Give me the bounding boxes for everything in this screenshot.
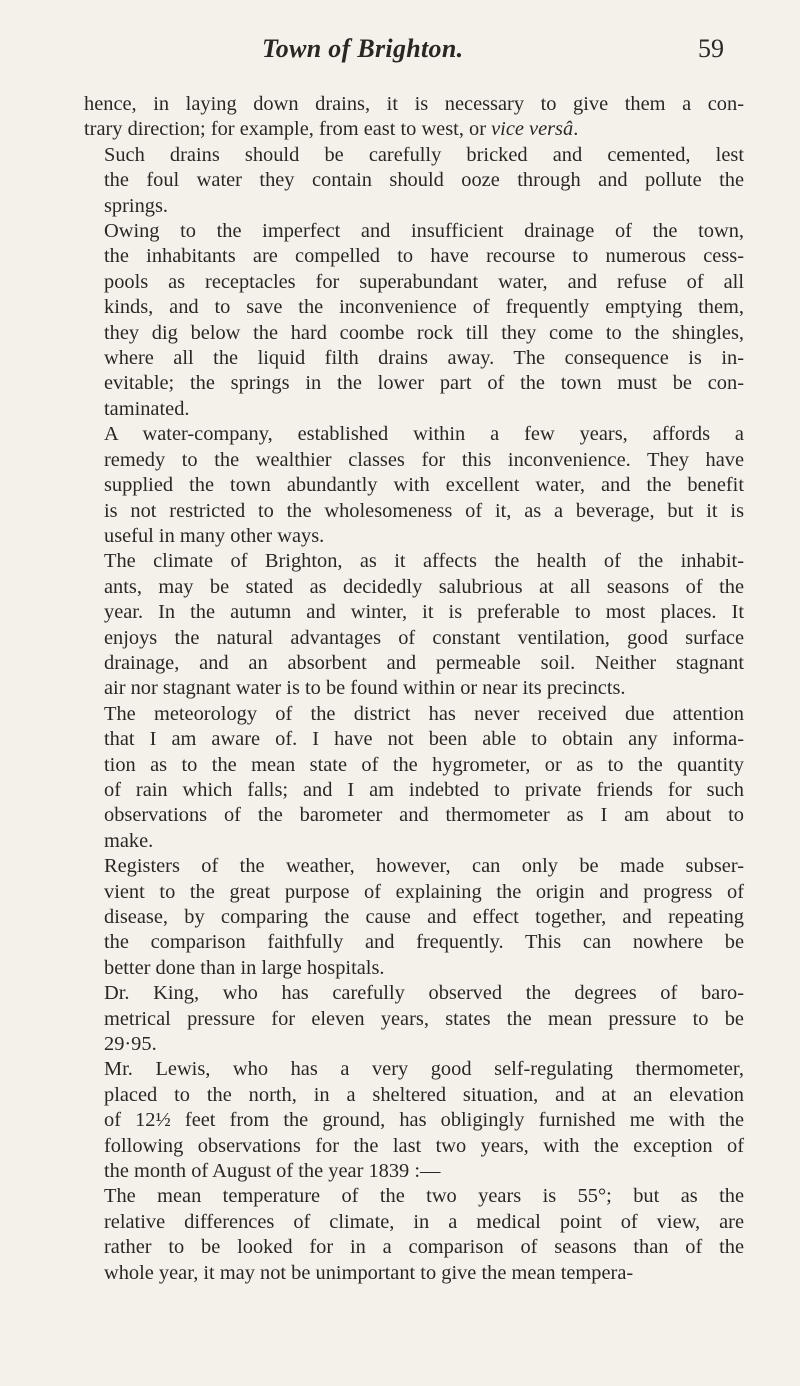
page-header bbox=[0, 14, 800, 64]
text-line: following observations for the last two years, with the exception of bbox=[104, 1134, 744, 1157]
text-line: evitable; the springs in the lower part of the town must be con- bbox=[104, 372, 744, 395]
paragraph bbox=[84, 549, 744, 701]
text-line: where all the liquid filth drains away. The consequence is in- bbox=[104, 347, 744, 370]
text-line: tion as to the mean state of the hygrometer, or as to the quantity bbox=[104, 753, 744, 776]
text-line: pools as receptacles for superabundant water, and refuse of all bbox=[104, 270, 744, 293]
paragraph bbox=[84, 854, 744, 981]
paragraph bbox=[84, 422, 744, 549]
text-line: Registers of the weather, however, can only be made subser- bbox=[104, 855, 744, 878]
text-line: rather to be looked for in a comparison of seasons than of the bbox=[104, 1236, 744, 1259]
text-line: that I am aware of. I have not been able to obtain any informa- bbox=[104, 728, 744, 751]
text-line: year. In the autumn and winter, it is preferable to most places. It bbox=[104, 601, 744, 624]
paragraph bbox=[84, 143, 744, 219]
text-line: kinds, and to save the inconvenience of frequently emptying them, bbox=[104, 296, 744, 319]
text-line: drainage, and an absorbent and permeable soil. Neither stagnant bbox=[104, 651, 744, 674]
text-line: of 12½ feet from the ground, has obligingly furnished me with the bbox=[104, 1109, 744, 1132]
text-line: remedy to the wealthier classes for this inconvenience. They have bbox=[104, 448, 744, 471]
text-line: vient to the great purpose of explaining the origin and progress of bbox=[104, 880, 744, 903]
text-line: The climate of Brighton, as it affects the health of the inhabit- bbox=[104, 550, 744, 573]
text-line: 29·95. bbox=[104, 1033, 157, 1056]
text-line: metrical pressure for eleven years, states the mean pressure to be bbox=[104, 1007, 744, 1030]
text-line: springs. bbox=[104, 194, 169, 217]
text-line: enjoys the natural advantages of constant ventilation, good surface bbox=[104, 626, 744, 649]
text-line: the foul water they contain should ooze through and pollute the bbox=[104, 169, 744, 192]
text-line: taminated. bbox=[104, 397, 190, 420]
text-line: air nor stagnant water is to be found within or near its precincts. bbox=[104, 677, 626, 700]
text-line: Such drains should be carefully bricked and cemented, lest bbox=[104, 143, 744, 166]
text-line: A water-company, established within a few years, affords a bbox=[104, 423, 744, 446]
text-line: Owing to the imperfect and insufficient drainage of the town, bbox=[104, 220, 744, 243]
text-line: The mean temperature of the two years is 55°; but as the bbox=[104, 1185, 744, 1208]
text-line: make. bbox=[104, 829, 154, 852]
paragraph bbox=[84, 219, 744, 422]
text-line: ants, may be stated as decidedly salubrious at all seasons of the bbox=[104, 575, 744, 598]
text-line: disease, by comparing the cause and effect together, and repeating bbox=[104, 906, 744, 928]
italic-phrase: vice versâ bbox=[491, 118, 574, 141]
paragraph bbox=[84, 1184, 744, 1286]
text-line: whole year, it may not be unimportant to give the mean tempera- bbox=[104, 1261, 634, 1284]
running-title: Town of Brighton. bbox=[262, 34, 464, 63]
page-number: 59 bbox=[698, 34, 724, 63]
text-line: relative differences of climate, in a medical point of view, are bbox=[104, 1210, 744, 1233]
text-line: useful in many other ways. bbox=[104, 524, 325, 547]
body-text bbox=[84, 92, 744, 1286]
paragraph bbox=[84, 1057, 744, 1184]
text-line: placed to the north, in a sheltered situation, and at an elevation bbox=[104, 1083, 744, 1106]
text-line: supplied the town abundantly with excellent water, and the benefit bbox=[104, 474, 744, 497]
text-line: The meteorology of the district has never received due attention bbox=[104, 702, 744, 725]
text-line: of rain which falls; and I am indebted to private friends for such bbox=[104, 778, 744, 801]
text-line: is not restricted to the wholesomeness of it, as a beverage, but it is bbox=[104, 499, 744, 522]
text-line: Mr. Lewis, who has a very good self-regulating thermometer, bbox=[104, 1058, 744, 1081]
text-line: the month of August of the year 1839 :— bbox=[104, 1160, 441, 1183]
text-line: hence, in laying down drains, it is necessary to give them a con- bbox=[84, 93, 744, 115]
text-line: observations of the barometer and thermometer as I am about to bbox=[104, 804, 744, 827]
text-line: the inhabitants are compelled to have recourse to numerous cess- bbox=[104, 245, 744, 268]
text-line: trary direction; for example, from east to west, or vice versâ. bbox=[84, 118, 579, 141]
paragraph bbox=[84, 702, 744, 854]
text-line: the comparison faithfully and frequently. This can nowhere be bbox=[104, 931, 744, 954]
paragraph bbox=[84, 92, 744, 143]
text-line: Dr. King, who has carefully observed the degrees of baro- bbox=[104, 982, 744, 1005]
text-line: they dig below the hard coombe rock till they come to the shingles, bbox=[104, 321, 744, 344]
text-line: better done than in large hospitals. bbox=[104, 956, 385, 979]
paragraph bbox=[84, 981, 744, 1057]
